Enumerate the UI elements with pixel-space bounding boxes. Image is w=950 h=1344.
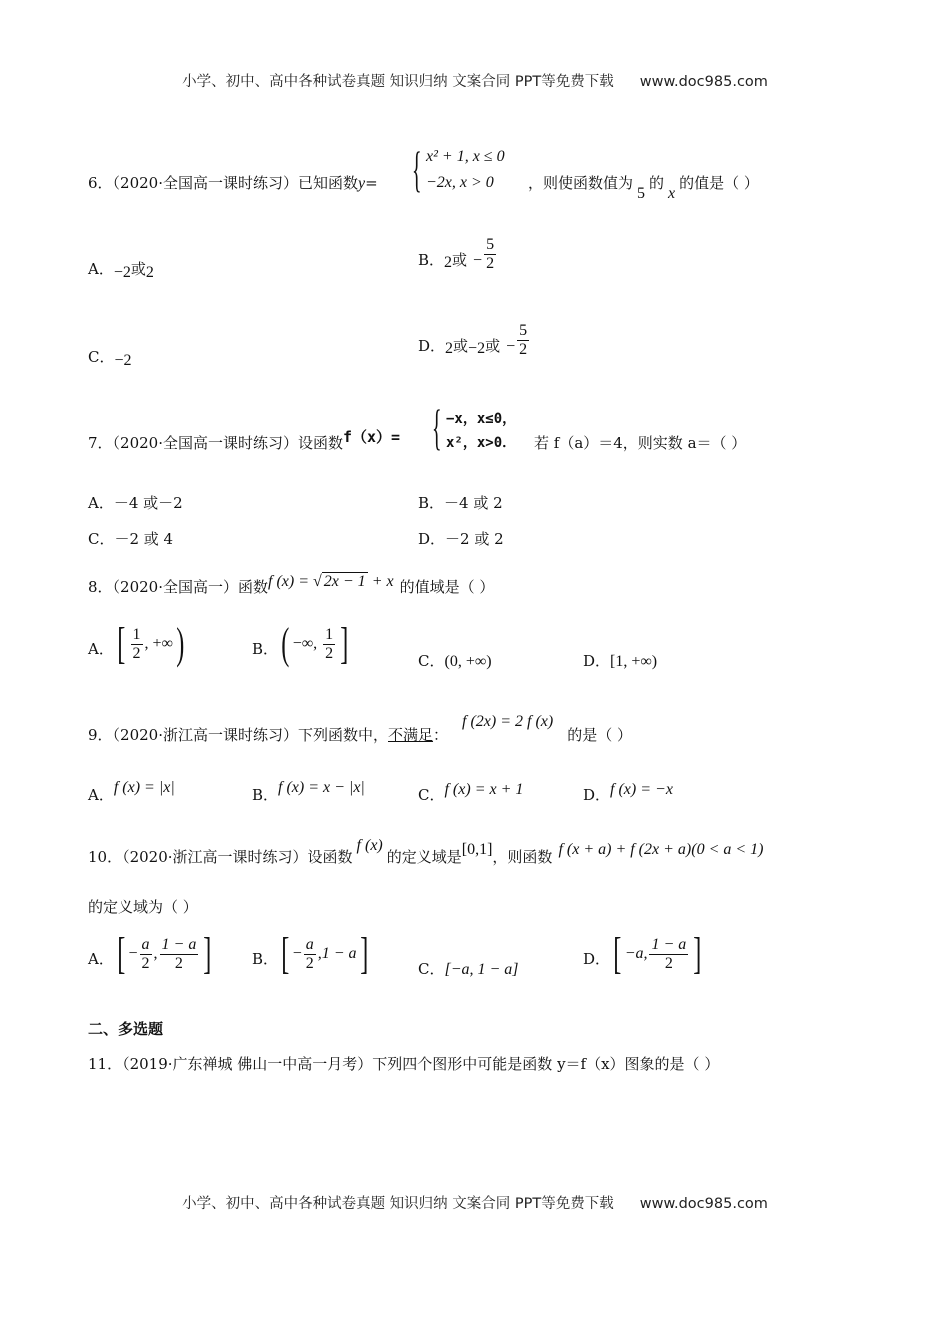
q6-b-or: 或 bbox=[452, 250, 468, 269]
q9-b-expr: f (x) = x − |x| bbox=[278, 779, 365, 796]
q6-num: 6． bbox=[88, 174, 113, 192]
q6-d-val2: −2 bbox=[468, 339, 486, 357]
q6-c-label: C． bbox=[88, 348, 115, 366]
q11-text: （2019·广东禅城 佛山一中高一月考）下列四个图形中可能是函数 y＝f（x）图象的是（ ） bbox=[122, 1055, 720, 1073]
q7-tail-text: 若 f（a）＝4，则实数 a＝（ ） bbox=[534, 434, 747, 452]
footer-text: 小学、初中、高中各种试卷真题 知识归纳 文案合同 PPT等免费下载 bbox=[182, 1196, 614, 1212]
q6-d-frac: $\frac{5}{2}$ bbox=[519, 322, 528, 358]
q6-d-minus: − bbox=[506, 337, 516, 355]
q10-domain: [0,1] bbox=[461, 841, 493, 858]
q8-radicand: 2x − 1 bbox=[323, 573, 366, 590]
q8-c-label: C． bbox=[418, 652, 445, 670]
q6-a-val2: 2 bbox=[145, 264, 154, 281]
q7-fx: f（x）= bbox=[343, 428, 401, 446]
q10-text-2: ，则函数 bbox=[492, 848, 553, 866]
q10-fx: f (x) bbox=[356, 837, 383, 854]
q9-option-d[interactable] bbox=[583, 781, 673, 805]
q6-d-or2: 或 bbox=[485, 336, 501, 355]
q10-b-frac: $\frac{a}{2}$ bbox=[305, 935, 314, 972]
q7-tail bbox=[534, 432, 746, 453]
q9-option-a[interactable] bbox=[88, 779, 175, 805]
q7-source: （2020·全国高一课时练习）设函数 bbox=[112, 434, 343, 452]
q8-b-frac: $\frac{1}{2}$ bbox=[325, 625, 334, 662]
q6-d-val1: 2 bbox=[445, 339, 454, 357]
question-10 bbox=[88, 837, 764, 867]
q6-five: 5 bbox=[637, 185, 646, 202]
q6-c-val: −2 bbox=[114, 352, 132, 369]
q6-piece-1: x² + 1, x ≤ 0 bbox=[426, 148, 505, 165]
q10-option-d[interactable]: D．[ −a, $\frac{1 - a}{2}$ ] bbox=[583, 929, 702, 978]
q6-a-or: 或 bbox=[130, 260, 146, 278]
q6-a-label: A． bbox=[88, 260, 114, 278]
q9-num: 9． bbox=[88, 726, 113, 744]
q6-option-d[interactable] bbox=[418, 322, 531, 359]
q9-tail: 的是（ ） bbox=[567, 726, 633, 744]
q10-b-rest: ,1 − a bbox=[317, 945, 357, 962]
q6-piecewise: { x² + 1, x ≤ 0 −2x, x > 0 bbox=[412, 141, 505, 197]
q6-y: y bbox=[358, 175, 366, 192]
q10-g: f (x + a) + f (2x + a)(0 < a < 1) bbox=[558, 841, 764, 858]
q10-source: （2020·浙江高一课时练习）设函数 bbox=[122, 848, 353, 866]
q8-d-label: D． bbox=[583, 652, 611, 670]
q6-b-minus: − bbox=[473, 251, 483, 269]
q8-plus: + x bbox=[367, 573, 394, 590]
header-text: 小学、初中、高中各种试卷真题 知识归纳 文案合同 PPT等免费下载 bbox=[182, 74, 614, 90]
q10-text-1: 的定义域是 bbox=[386, 848, 462, 866]
q9-a-expr: f (x) = |x| bbox=[113, 779, 175, 796]
q9-d-label: D． bbox=[583, 786, 611, 804]
q6-source: （2020·全国高一课时练习）已知函数 bbox=[112, 174, 358, 192]
section-title: 二、多选题 bbox=[88, 1020, 164, 1038]
q9-colon: ： bbox=[433, 726, 449, 744]
q6-text-1: ，则使函数值为 bbox=[528, 174, 634, 192]
q8-a-rest: , +∞ bbox=[144, 635, 173, 652]
page-header bbox=[0, 70, 950, 91]
question-9 bbox=[88, 713, 633, 745]
q10-line2-text: 的定义域为（ ） bbox=[88, 898, 198, 916]
q10-option-c[interactable] bbox=[418, 958, 519, 979]
q9-option-c[interactable] bbox=[418, 781, 524, 805]
q10-a-frac2: $\frac{1 - a}{2}$ bbox=[161, 935, 197, 972]
q6-d-or1: 或 bbox=[453, 336, 469, 355]
q7-option-a[interactable]: A．－4 或－2 bbox=[88, 494, 183, 512]
q7-option-b[interactable]: B．－4 或 2 bbox=[418, 494, 503, 512]
question-8: 8．（2020·全国高一）函数f (x) = √ 2x − 1 + x 的值域是（ ） bbox=[88, 573, 495, 596]
q9-d-expr: f (x) = −x bbox=[610, 781, 673, 798]
q8-option-d[interactable] bbox=[583, 650, 657, 671]
q7-piecewise: { −x，x≤0， x²，x>0． bbox=[432, 399, 517, 455]
q6-option-a[interactable] bbox=[88, 258, 154, 279]
q7-num: 7． bbox=[88, 434, 113, 452]
q10-option-b[interactable]: B．[ − $\frac{a}{2}$ ,1 − a] bbox=[252, 929, 368, 978]
q6-b-label: B． bbox=[418, 250, 445, 269]
q9-eq: f (2x) = 2 f (x) bbox=[462, 713, 554, 730]
q8-f: f (x) = bbox=[268, 573, 313, 590]
q10-d-frac: $\frac{1 - a}{2}$ bbox=[651, 935, 687, 972]
page-footer bbox=[0, 1192, 950, 1213]
q10-num: 10． bbox=[88, 848, 123, 866]
question-7 bbox=[88, 428, 401, 453]
q8-option-c[interactable] bbox=[418, 650, 492, 671]
q6-option-c[interactable] bbox=[88, 346, 132, 367]
q6-a-val1: −2 bbox=[113, 264, 131, 281]
q6-d-label: D． bbox=[418, 336, 446, 355]
q10-c-expr: [−a, 1 − a] bbox=[444, 961, 519, 978]
q6-option-b[interactable] bbox=[418, 236, 498, 273]
q6-x: x bbox=[668, 185, 676, 202]
q10-c-label: C． bbox=[418, 960, 445, 978]
q10-a-label: A． bbox=[88, 950, 114, 968]
q9-b-label: B． bbox=[252, 786, 279, 804]
q7-option-d[interactable]: D．－2 或 2 bbox=[418, 530, 504, 548]
q7-piece-2: x²，x>0． bbox=[446, 435, 517, 451]
q8-tail: 的值域是（ ） bbox=[399, 578, 495, 596]
footer-site: www.doc985.com bbox=[639, 1196, 768, 1212]
q10-a-frac1: $\frac{a}{2}$ bbox=[141, 935, 150, 972]
q10-d-pre: −a, bbox=[624, 945, 648, 962]
q7-option-c[interactable]: C．－2 或 4 bbox=[88, 530, 174, 548]
q8-a-frac: $\frac{1}{2}$ bbox=[132, 625, 141, 662]
header-site: www.doc985.com bbox=[639, 74, 768, 90]
q10-b-label: B． bbox=[252, 950, 279, 968]
q8-source: （2020·全国高一）函数 bbox=[112, 578, 268, 596]
q6-b-frac: $\frac{5}{2}$ bbox=[486, 236, 495, 272]
q9-source: （2020·浙江高一课时练习）下列函数中， bbox=[112, 726, 388, 744]
q9-underlined: 不满足 bbox=[388, 726, 434, 744]
q9-option-b[interactable] bbox=[252, 779, 365, 805]
q8-d-expr: [1, +∞) bbox=[610, 653, 658, 670]
q10-option-a[interactable]: A．[ − $\frac{a}{2}$ , $\frac{1 - a}{2}$ ] bbox=[88, 929, 212, 978]
q10-line2 bbox=[88, 896, 198, 917]
q10-d-label: D． bbox=[583, 950, 611, 968]
q7-piece-1: −x，x≤0， bbox=[446, 411, 517, 427]
question-11 bbox=[88, 1053, 719, 1074]
q11-num: 11． bbox=[88, 1055, 123, 1073]
q6-text-3: 的值是（ ） bbox=[679, 174, 759, 192]
q8-c-expr: (0, +∞) bbox=[444, 653, 492, 670]
q6-b-val1: 2 bbox=[444, 253, 453, 271]
q9-a-label: A． bbox=[88, 786, 114, 804]
q8-option-b[interactable]: B．( −∞, $\frac{1}{2}$ ] bbox=[252, 619, 349, 668]
q9-c-label: C． bbox=[418, 786, 445, 804]
q8-num: 8． bbox=[88, 578, 113, 596]
q8-b-label: B． bbox=[252, 640, 279, 658]
q6-piece-2: −2x, x > 0 bbox=[426, 174, 494, 191]
question-6 bbox=[88, 172, 378, 193]
q9-c-expr: f (x) = x + 1 bbox=[444, 781, 524, 798]
q8-option-a[interactable]: A．[ $\frac{1}{2}$ , +∞) bbox=[88, 619, 185, 668]
q8-b-pre: −∞, bbox=[292, 635, 322, 652]
q6-tail bbox=[528, 172, 759, 202]
q6-eq: = bbox=[365, 174, 378, 192]
q6-text-2: 的 bbox=[649, 174, 665, 192]
q8-a-label: A． bbox=[88, 640, 114, 658]
